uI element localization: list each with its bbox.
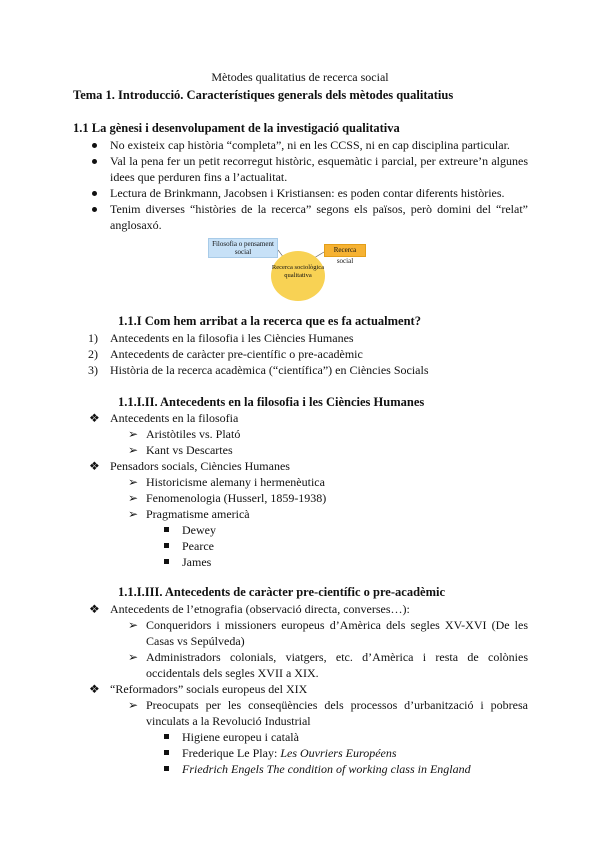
- section-1-1-i-iii-heading: 1.1.I.III. Antecedents de caràcter pre-científic o pre-acadèmic: [118, 585, 446, 599]
- social-research-box: Recerca social: [324, 244, 366, 257]
- bullet-dot-icon: [92, 207, 97, 212]
- square-bullet-icon: [164, 766, 169, 771]
- square-bullet-icon: [164, 543, 169, 548]
- list-item: Friedrich Engels The condition of working class in England: [182, 762, 471, 776]
- leplay-author: Frederique Le Play:: [182, 746, 281, 760]
- topic-title: Tema 1. Introducció. Característiques generals dels mètodes qualitatius: [73, 88, 454, 102]
- list-item: Preocupats per les conseqüències dels processos d’urbanització i pobresa vinculats a la Revolució Industrial: [146, 698, 528, 728]
- concept-diagram: [208, 236, 366, 302]
- bullet-dot-icon: [92, 143, 97, 148]
- list-item: Historicisme alemany i hermenèutica: [146, 475, 325, 489]
- list-item: Pragmatisme americà: [146, 507, 250, 521]
- numbered-item: Antecedents de caràcter pre-científic o pre-acadèmic: [110, 347, 363, 361]
- numbered-item-number: 3): [88, 363, 98, 377]
- section-1-1-i-ii-heading: 1.1.I.II. Antecedents en la filosofia i les Ciències Humanes: [118, 395, 425, 409]
- section-1-1-bullet: Tenim diverses “històries de la recerca” segons els països, però domini del “relat” anglosaxó.: [110, 202, 528, 232]
- square-bullet-icon: [164, 734, 169, 739]
- list-item: “Reformadors” socials europeus del XIX: [110, 682, 308, 696]
- arrow-bullet-icon: ➢: [128, 618, 139, 632]
- bullet-dot-icon: [92, 191, 97, 196]
- diamond-bullet-icon: ❖: [89, 682, 100, 696]
- arrow-bullet-icon: ➢: [128, 507, 139, 521]
- list-item: Dewey: [182, 523, 216, 537]
- square-bullet-icon: [164, 559, 169, 564]
- section-1-1-i-heading: 1.1.I Com hem arribat a la recerca que es fa actualment?: [118, 314, 421, 328]
- numbered-item: Història de la recerca acadèmica (“científica”) en Ciències Socials: [110, 363, 429, 377]
- arrow-bullet-icon: ➢: [128, 427, 139, 441]
- square-bullet-icon: [164, 750, 169, 755]
- arrow-bullet-icon: ➢: [128, 491, 139, 505]
- arrow-bullet-icon: ➢: [128, 443, 139, 457]
- list-item: Pearce: [182, 539, 214, 553]
- list-item: [182, 745, 397, 761]
- section-1-1-bullet: Lectura de Brinkmann, Jacobsen i Kristiansen: es poden contar diferents històries.: [110, 186, 505, 200]
- numbered-item-number: 1): [88, 331, 98, 345]
- diamond-bullet-icon: ❖: [89, 459, 100, 473]
- diamond-bullet-icon: ❖: [89, 602, 100, 616]
- list-item: Fenomenologia (Husserl, 1859-1938): [146, 491, 327, 505]
- arrow-bullet-icon: ➢: [128, 698, 139, 712]
- list-item: Antecedents de l’etnografia (observació directa, converses…):: [110, 602, 410, 616]
- list-item: Kant vs Descartes: [146, 443, 233, 457]
- section-1-1-bullet: No existeix cap història “completa”, ni en les CCSS, ni en cap disciplina particular.: [110, 138, 510, 152]
- numbered-item-number: 2): [88, 347, 98, 361]
- diamond-bullet-icon: ❖: [89, 411, 100, 425]
- list-item: James: [182, 555, 212, 569]
- document-title: Mètodes qualitatius de recerca social: [211, 70, 389, 84]
- qualitative-research-circle: Recerca sociològica qualitativa: [271, 251, 325, 301]
- numbered-item: Antecedents en la filosofia i les Ciències Humanes: [110, 331, 354, 345]
- square-bullet-icon: [164, 527, 169, 532]
- philosophy-box: Filosofia o pensament social: [208, 238, 278, 258]
- section-1-1-heading: 1.1 La gènesi i desenvolupament de la investigació qualitativa: [73, 121, 400, 135]
- section-1-1-bullet: Val la pena fer un petit recorregut històric, esquemàtic i parcial, per extreure’n algunes idees que perduren fins a l’actualitat.: [110, 154, 528, 184]
- list-item: Higiene europeu i català: [182, 730, 299, 744]
- list-item: Aristòtiles vs. Plató: [146, 427, 241, 441]
- bullet-dot-icon: [92, 159, 97, 164]
- list-item: Conqueridors i missioners europeus d’Amèrica dels segles XV-XVI (De les Casas vs Sepúlveda): [146, 618, 528, 648]
- list-item: Antecedents en la filosofia: [110, 411, 239, 425]
- leplay-work-title: Les Ouvriers Européens: [280, 746, 397, 760]
- list-item: Pensadors socials, Ciències Humanes: [110, 459, 290, 473]
- list-item: Administradors colonials, viatgers, etc. d’Amèrica i resta de colònies occidentals dels segles XVII a XIX.: [146, 650, 528, 680]
- arrow-bullet-icon: ➢: [128, 650, 139, 664]
- arrow-bullet-icon: ➢: [128, 475, 139, 489]
